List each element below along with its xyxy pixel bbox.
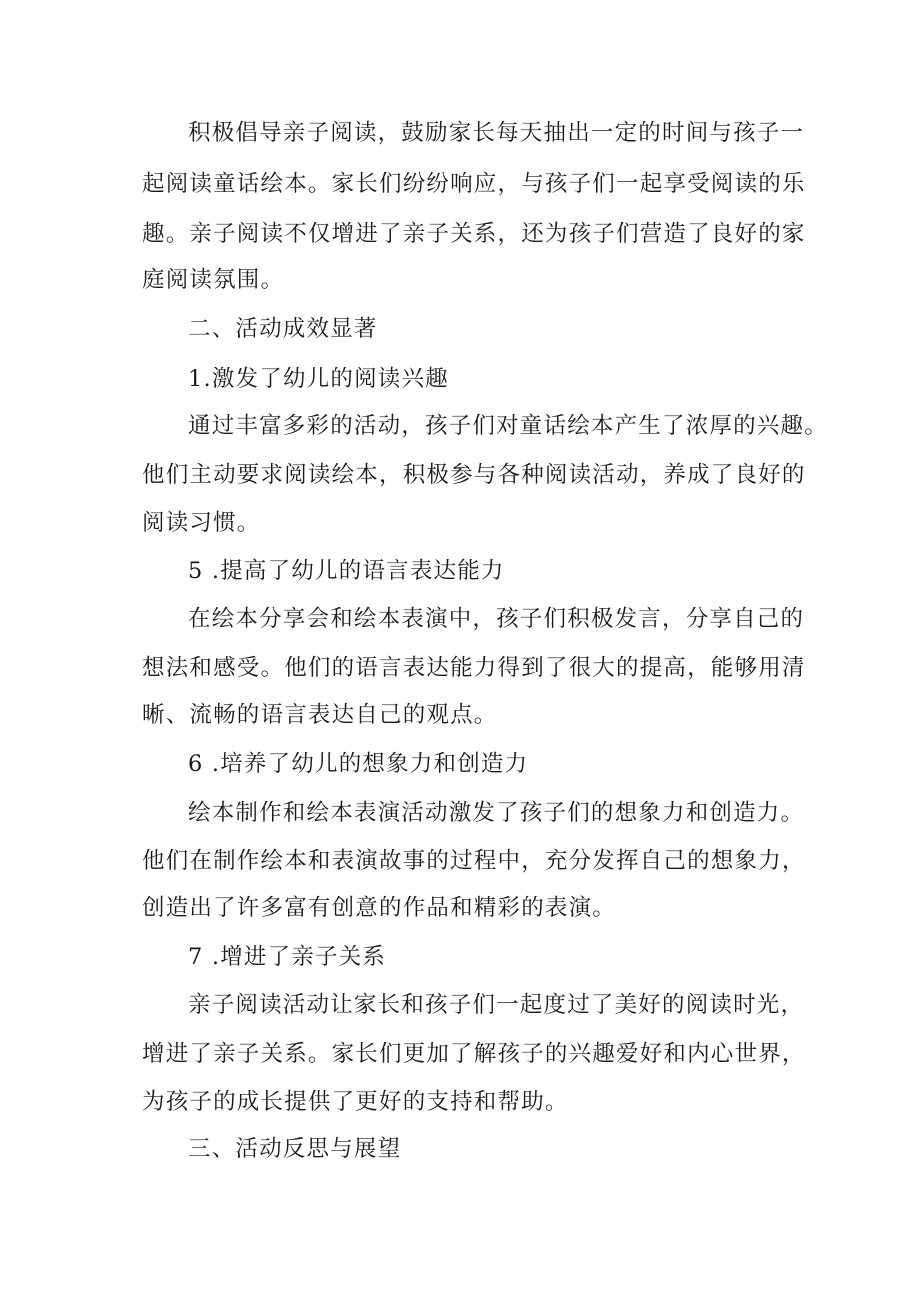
paragraph-line: 起阅读童话绘本。家长们纷纷响应，与孩子们一起享受阅读的乐 <box>142 171 806 197</box>
paragraph-line: 绘本制作和绘本表演活动激发了孩子们的想象力和创造力。 <box>188 800 805 826</box>
subsection-heading: 7 .增进了亲子关系 <box>188 944 387 970</box>
paragraph-line: 积极倡导亲子阅读，鼓励家长每天抽出一定的时间与孩子一 <box>188 120 805 146</box>
paragraph-line: 想法和感受。他们的语言表达能力得到了很大的提高，能够用清 <box>142 655 806 681</box>
section-heading: 三、活动反思与展望 <box>188 1136 402 1162</box>
paragraph-line: 庭阅读氛围。 <box>142 267 285 293</box>
paragraph-line: 晰、流畅的语言表达自己的观点。 <box>142 702 498 728</box>
paragraph-line: 趣。亲子阅读不仅增进了亲子关系，还为孩子们营造了良好的家 <box>142 221 806 247</box>
paragraph-line: 他们主动要求阅读绘本，积极参与各种阅读活动，养成了良好的 <box>142 462 806 488</box>
paragraph-line: 通过丰富多彩的活动，孩子们对童话绘本产生了浓厚的兴趣。 <box>188 413 828 439</box>
paragraph-line: 阅读习惯。 <box>142 510 261 536</box>
paragraph-line: 亲子阅读活动让家长和孩子们一起度过了美好的阅读时光， <box>188 992 805 1018</box>
paragraph-line: 增进了亲子关系。家长们更加了解孩子的兴趣爱好和内心世界， <box>142 1041 806 1067</box>
subsection-heading: 5 .提高了幼儿的语言表达能力 <box>188 558 505 584</box>
paragraph-line: 他们在制作绘本和表演故事的过程中，充分发挥自己的想象力， <box>142 848 806 874</box>
section-heading: 二、活动成效显著 <box>188 316 378 342</box>
paragraph-line: 在绘本分享会和绘本表演中，孩子们积极发言，分享自己的 <box>188 606 805 632</box>
subsection-heading: 1.激发了幼儿的阅读兴趣 <box>188 366 449 392</box>
subsection-heading: 6 .培养了幼儿的想象力和创造力 <box>188 751 529 777</box>
paragraph-line: 创造出了许多富有创意的作品和精彩的表演。 <box>142 895 617 921</box>
paragraph-line: 为孩子的成长提供了更好的支持和帮助。 <box>142 1089 569 1115</box>
